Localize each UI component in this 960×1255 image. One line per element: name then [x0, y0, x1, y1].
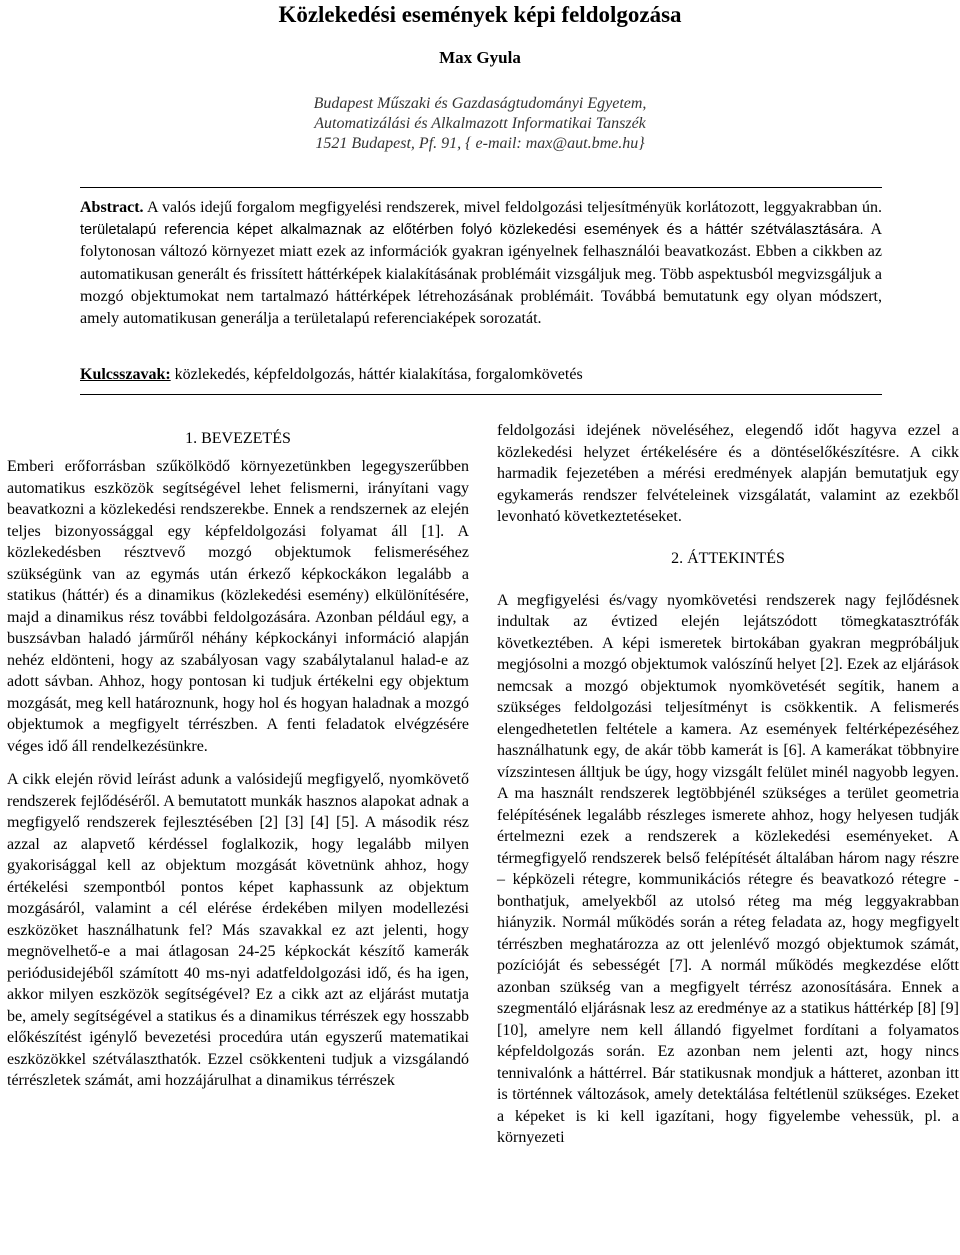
- abstract: [80, 197, 882, 330]
- paper-title: Közlekedési események képi feldolgozása: [278, 2, 682, 27]
- affiliation-line: Budapest Műszaki és Gazdaságtudományi Egyetem,: [313, 95, 647, 112]
- keywords-label: Kulcsszavak:: [80, 366, 171, 383]
- section-heading-overview: 2. ÁTTEKINTÉS: [671, 549, 785, 567]
- paragraph: A cikk elején rövid leírást adunk a valósidejű megfigyelő, nyomkövető rendszerek fejlődéséről. A bemutatott munkák hasznos alapokat adnak a megfigyelő rendszerek fejlesztésében [2] [3] [4] [5]. A második rész azzal az alapvető kérdéssel foglalkozik, hogy legalább milyen gyakorisággal kell az objektum mozgását követnünk ahhoz, hogy értékelési szempontból pontos képet kaphassunk az objektum mozgásáról, valamint a cél elérése érdekében milyen modellezési eszközöket használhatunk fel? Más szavakkal ez azt jelenti, hogy megnövelhető-e a mai átlagosan 24-25 képkockát készítő kamerák periódusidejéből számított 40 ms-nyi adatfeldolgozási idő, és ha igen, akkor milyen eszközök segítségével? Ez a cikk azt az eljárást mutatja be, amely segítségével a statikus és a dinamikus térrészek egy hosszabb előkészítést igénylő bevezetési procedúra után egyszerű matematikai eszközökkel szétválaszthatók. Ezzel csökkenteni tudjuk a vizsgálandó térrészletek számát, ami hozzájárulhat a dinamikus térrészek: [7, 771, 469, 1089]
- abstract-label: Abstract.: [80, 199, 144, 216]
- keywords: [80, 364, 882, 386]
- abstract-top-rule: [80, 187, 882, 188]
- paragraph: A megfigyelési és/vagy nyomkövetési rendszerek nagy fejlődésnek indultak az évtized elején lejátszódott tömegkatasztrófák következtében. A képi ismeretek birtokában gyakran megpróbáljuk megjósolni a mozgó objektumok valószínű helyet [2]. Ezek az eljárások nemcsak a mozgó objektumok nyomkövetését segítik, hanem a szükséges feldolgozási teljesítményt is csökkentik. A felismerés elengedhetetlen feltétele a kamera. Az események feltérképezéséhez használhatunk egy, de akár több kamerát is [6]. A kamerákat többnyire vízszintesen álltjuk be úgy, hogy vizsgált felület minél nagyobb legyen. A ma használt rendszerek legtöbbjénél szükséges a terület geometria felépítésének legalább részleges ismerete ahhoz, hogy helyesen tudják értelmezni ezek a rendszerek a közlekedési eseményeket. A térmegfigyelő rendszerek belső felépítését általában három nagy részre – képközeli rétegre, kommunikációs rétegre és beavatkozó rétegre - bonthatjuk, amelyekből az utolsó réteg ma még leggyakrabban hiányzik. Normál működés során a réteg feladata az, hogy megfigyelt térrészben meghatározza az ott jelenlévő mozgó objektumok számát, pozícióját és sebességét [7]. A normál működés megkezdése előtt azonban szükség van a megfigyelt térrész azonosítására. Ennek a szegmentáló eljárásnak lesz az eredménye az a statikus háttérkép [8] [9] [10], amelyre nem kell állandó figyelmet fordítani a folyamatos képfeldolgozás során. Ez azonban nem jelenti azt, hogy nincs tennivalónk a háttérrel. Bár statikusnak mondjuk a hátteret, azonban itt is történnek változások, amely detektálása feltétlenül szükséges. Ezeket a képeket is ki kell igazítani, hogy figyelembe vehessük, pl. a környezeti: [497, 591, 959, 1146]
- paragraph: feldolgozási idejének növeléséhez, elegendő időt hagyva ezzel a közlekedési helyzet értékelésére és a döntéselőkészítésre. A cikk harmadik fejezetében a mérési eredmények alapján bemutatjuk egy egykamerás rendszer felvételeinek vizsgálatát, valamint az ezekből levonható következtetéseket.: [497, 422, 959, 525]
- affiliation-line: Automatizálási és Alkalmazott Informatikai Tanszék: [314, 115, 646, 132]
- affiliation-block: [0, 94, 960, 154]
- section-heading-introduction: 1. BEVEZETÉS: [185, 430, 291, 447]
- keywords-text: közlekedés, képfeldolgozás, háttér kialakítása, forgalomkövetés: [170, 366, 583, 383]
- abstract-text-sans: területalapú referencia képet alkalmaznak az előtérben folyó közlekedési események és a háttér szétválasztására.: [80, 222, 864, 239]
- abstract-text-rest: A folytonosan változó környezet miatt ezek az információk gyakran igényelnek felhasználói beavatkozást. Ebben a cikkben az automatikusan generált és frissített háttérképek kialakításának problémáit vizsgáljuk meg. Több aspektusból megvizsgáljuk a mozgó objektumokat nem tartalmazó háttérképek létrehozásának problémáit. Továbbá bemutatunk egy olyan módszert, amely automatikusan generálja a területalapú referenciaképek sorozatát.: [80, 221, 883, 328]
- abstract-bottom-rule: [80, 394, 882, 395]
- left-column: [7, 428, 469, 1092]
- paragraph: Emberi erőforrásban szűkölködő környezetünkben legegyszerűbben automatikus eszközök segítségével lehet felismerni, irányítani vagy beavatkozni a közlekedési rendszerekbe. Ennek a rendszernek az elején teljes bizonyossággal egy képfeldolgozási folyamat áll [1]. A közlekedésben résztvevő mozgó objektumok felismeréséhez szükségünk van az egymás után érkező képkockákon legalább a statikus (háttér) és a dinamikus (közlekedési esemény) elkülönítésére, majd a dinamikus rész további feldolgozására. Azonban például egy, a buszsávban haladó járműről néhány képkockányi információ alapján nehéz eldönteni, hogy az szabályosan vagy szabálytalanul halad-e az adott sávban. Ahhoz, hogy pontosan ki tudjuk értékelni egy objektum mozgását, meg kell határoznunk, hogy hol és hogyan haladnak a mozgó objektumok a megfigyelt térrészben. A fenti feladatok elvégzésére véges idő áll rendelkezésünkre.: [7, 458, 469, 755]
- abstract-text: A valós idejű forgalom megfigyelési rendszerek, mivel feldolgozási teljesítményük korlátozott, leggyakrabban ún.: [143, 199, 882, 216]
- paper-author: Max Gyula: [439, 48, 521, 67]
- affiliation-line: 1521 Budapest, Pf. 91, { e-mail: max@aut.bme.hu}: [315, 135, 645, 152]
- right-column: [497, 420, 959, 1149]
